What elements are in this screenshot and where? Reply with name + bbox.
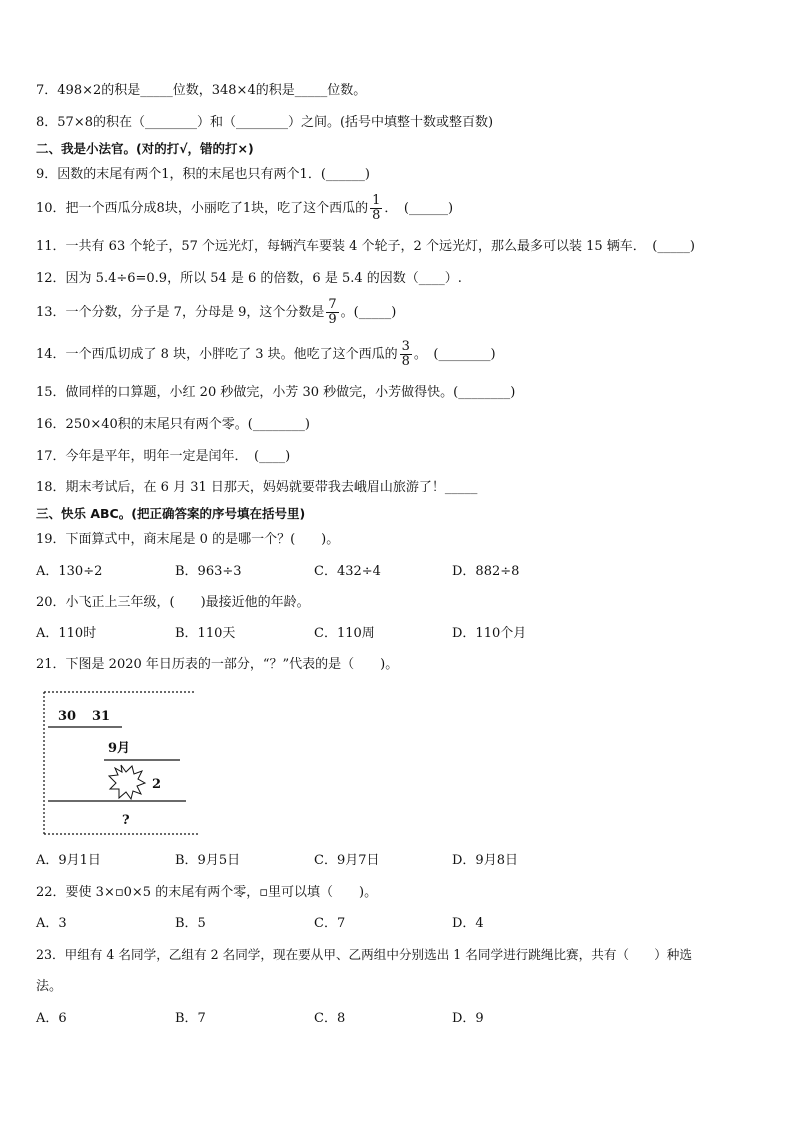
line-q21: 21．下图是 2020 年日历表的一部分，“？”代表的是（ )。 [36, 657, 399, 672]
calendar-month-label: 9月 [108, 741, 131, 756]
q20-option-d: D．110个月 [452, 626, 527, 641]
q21-option-a: A．9月1日 [36, 853, 101, 868]
calendar-splash-icon [109, 765, 145, 799]
q23-option-b: B．7 [175, 1011, 206, 1026]
q10-text: 10．把一个西瓜分成8块，小丽吃了1块，吃了这个西瓜的 [36, 201, 369, 216]
q10-fraction: $\frac{1}{8}$ [372, 193, 381, 223]
section-3-title: 三、快乐 ABC。(把正确答案的序号填在括号里) [36, 506, 306, 521]
q22-option-a: A．3 [36, 916, 67, 931]
line-q15: 15．做同样的口算题，小红 20 秒做完，小芳 30 秒做完，小芳做得快。(________) [36, 385, 516, 400]
q13-text: 13．一个分数，分子是 7，分母是 9，这个分数是 [36, 305, 325, 320]
q21-option-d: D．9月8日 [452, 853, 518, 868]
line-q8: 8．57×8的积在（________）和（________）之间。(括号中填整十数或整百数) [36, 115, 494, 130]
q19-option-d: D．882÷8 [452, 564, 520, 579]
line-q17: 17．今年是平年，明年一定是闰年． (____) [36, 449, 291, 464]
q23-option-d: D．9 [452, 1011, 484, 1026]
calendar-day-30: 30 [58, 709, 77, 724]
q19-option-b: B．963÷3 [175, 564, 242, 579]
q14-answer: 。 (________) [413, 347, 496, 362]
q19-option-a: A．130÷2 [36, 564, 103, 579]
line-q20: 20．小飞正上三年级，( )最接近他的年龄。 [36, 595, 310, 610]
line-q23-cont: 法。 [36, 979, 63, 994]
calendar-day-2: 2 [152, 777, 162, 792]
line-q18: 18．期末考试后，在 6 月 31 日那天，妈妈就要带我去峨眉山旅游了！_____ [36, 480, 478, 495]
line-q16: 16．250×40积的末尾只有两个零。(________) [36, 417, 310, 432]
q21-option-c: C．9月7日 [314, 853, 380, 868]
q19-option-c: C．432÷4 [314, 564, 381, 579]
q13-answer: 。(_____) [340, 305, 397, 320]
line-q10 [36, 194, 453, 224]
line-q22: 22．要使 3×▫0×5 的末尾有两个零，▫里可以填（ )。 [36, 885, 378, 900]
line-q11: 11．一共有 63 个轮子，57 个远光灯，每辆汽车要装 4 个轮子，2 个远光灯，那么最多可以装 15 辆车． (_____) [36, 239, 695, 254]
q10-answer: ． (______) [384, 201, 454, 216]
line-q23: 23．甲组有 4 名同学，乙组有 2 名同学，现在要从甲、乙两组中分别选出 1 名同学进行跳绳比赛，共有（ ）种选 [36, 947, 692, 962]
q14-text: 14．一个西瓜切成了 8 块，小胖吃了 3 块。他吃了这个西瓜的 [36, 347, 398, 362]
line-q7: 7．498×2的积是_____位数，348×4的积是_____位数。 [36, 83, 367, 98]
q20-option-c: C．110周 [314, 626, 375, 641]
q14-fraction: $\frac{3}{8}$ [401, 339, 410, 369]
calendar-figure [36, 688, 206, 838]
calendar-day-31: 31 [92, 709, 111, 724]
section-2-title: 二、我是小法官。(对的打√，错的打×) [36, 141, 254, 156]
line-q19: 19．下面算式中，商末尾是 0 的是哪一个？( )。 [36, 532, 340, 547]
q20-option-b: B．110天 [175, 626, 236, 641]
line-q9: 9．因数的末尾有两个1，积的末尾也只有两个1．(______) [36, 167, 370, 182]
q23-option-a: A．6 [36, 1011, 67, 1026]
q23-option-c: C．8 [314, 1011, 346, 1026]
line-q13 [36, 298, 396, 328]
q13-fraction: $\frac{7}{9}$ [328, 297, 337, 327]
q22-option-c: C．7 [314, 916, 346, 931]
q22-option-b: B．5 [175, 916, 206, 931]
line-q12: 12．因为 5.4÷6=0.9，所以 54 是 6 的倍数，6 是 5.4 的因数（____）. [36, 271, 462, 286]
q22-option-d: D．4 [452, 916, 484, 931]
calendar-unknown-day: ? [122, 813, 130, 828]
q21-option-b: B．9月5日 [175, 853, 241, 868]
q20-option-a: A．110时 [36, 626, 97, 641]
line-q14 [36, 340, 496, 370]
